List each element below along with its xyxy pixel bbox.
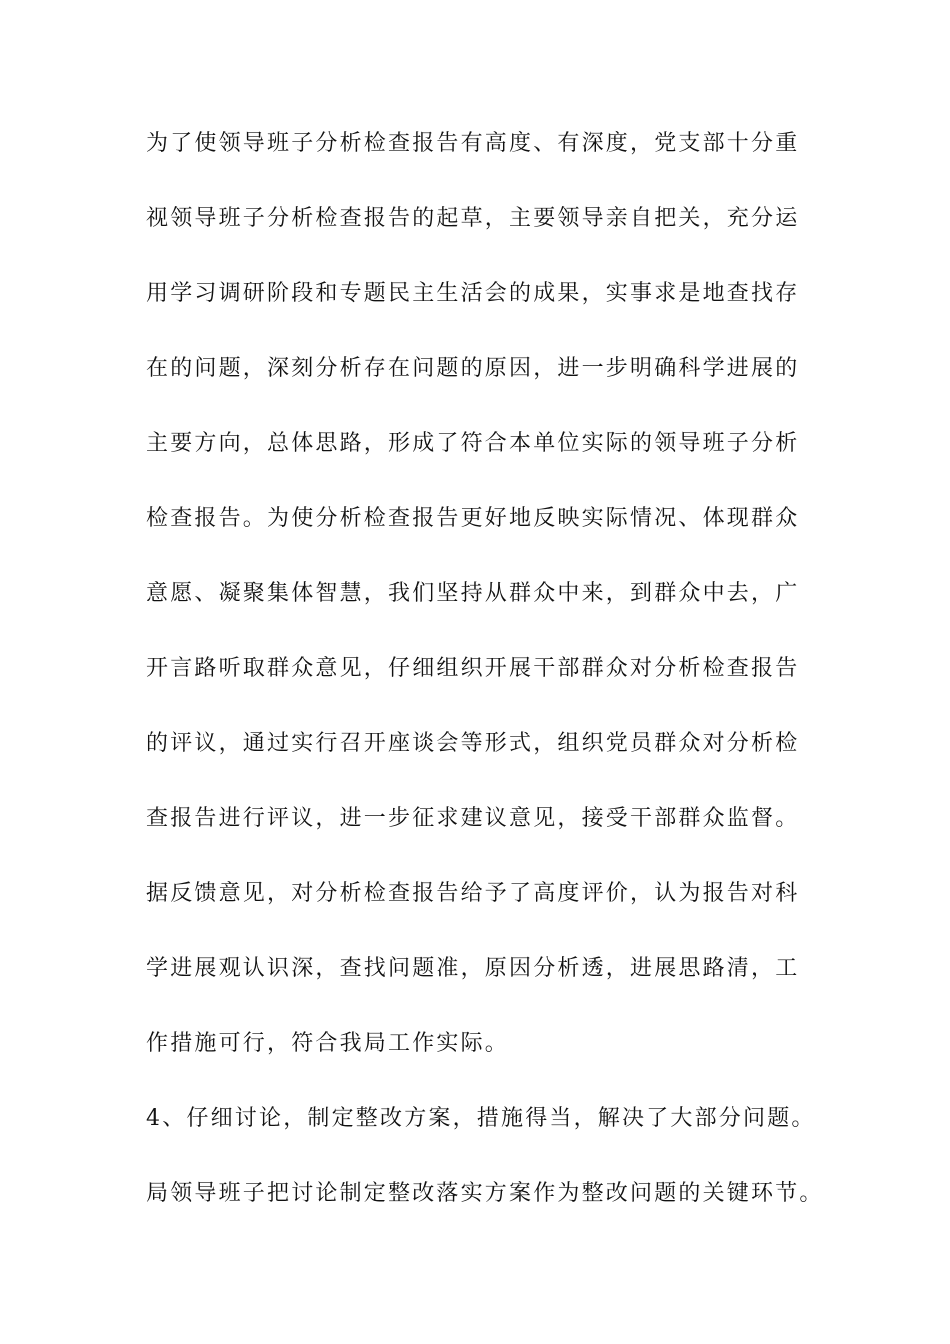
- text-line: 局领导班子把讨论制定整改落实方案作为整改问题的关键环节。: [146, 1181, 824, 1206]
- text-line: 为了使领导班子分析检查报告有高度、有深度，党支部十分重: [146, 131, 800, 156]
- text-line: 检查报告。为使分析检查报告更好地反映实际情况、体现群众: [146, 506, 800, 531]
- text-line: 在的问题，深刻分析存在问题的原因，进一步明确科学进展的: [146, 356, 800, 381]
- text-line: 用学习调研阶段和专题民主生活会的成果，实事求是地查找存: [146, 281, 800, 306]
- text-line: 主要方向，总体思路，形成了符合本单位实际的领导班子分析: [146, 431, 800, 456]
- text-line: 4、仔细讨论，制定整改方案，措施得当，解决了大部分问题。: [146, 1106, 816, 1131]
- text-line: 作措施可行，符合我局工作实际。: [146, 1031, 510, 1056]
- text-line: 的评议，通过实行召开座谈会等形式，组织党员群众对分析检: [146, 731, 800, 756]
- text-line: 学进展观认识深，查找问题准，原因分析透，进展思路清，工: [146, 956, 800, 981]
- text-line: 开言路听取群众意见，仔细组织开展干部群众对分析检查报告: [146, 656, 800, 681]
- text-line: 意愿、凝聚集体智慧，我们坚持从群众中来，到群众中去，广: [146, 581, 800, 606]
- body-text: [146, 130, 824, 1255]
- text-line: 视领导班子分析检查报告的起草，主要领导亲自把关，充分运: [146, 206, 800, 231]
- text-line: 查报告进行评议，进一步征求建议意见，接受干部群众监督。: [146, 806, 800, 831]
- text-line: 据反馈意见，对分析检查报告给予了高度评价，认为报告对科: [146, 881, 800, 906]
